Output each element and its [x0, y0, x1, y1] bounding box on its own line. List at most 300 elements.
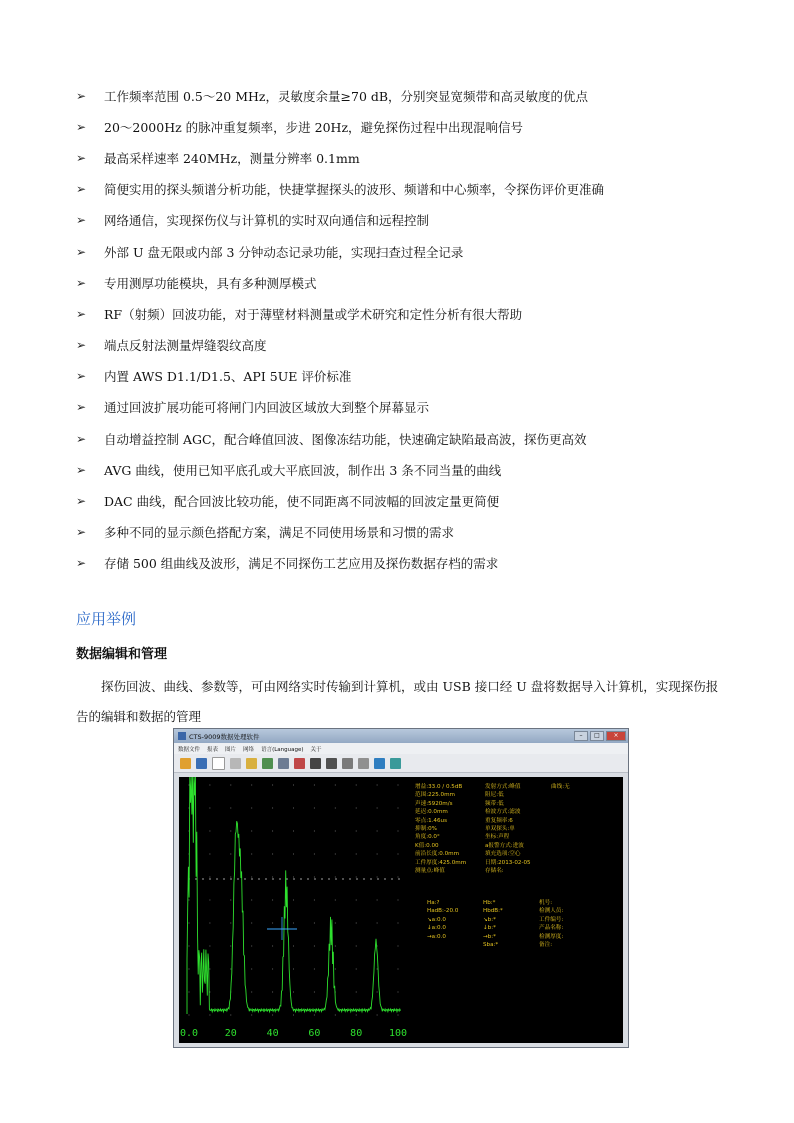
grid-dot [397, 968, 398, 969]
feature-item [76, 548, 736, 579]
window-title: CTS-9009数据处理软件 [189, 732, 260, 741]
grid-dot [377, 922, 378, 923]
toolbar [174, 754, 628, 773]
param-row [427, 907, 617, 915]
maximize-icon[interactable]: □ [590, 731, 604, 741]
menu-item[interactable]: 数据文件 [178, 746, 201, 753]
param-cell [551, 867, 611, 875]
param-cell: 抑制:0% [415, 826, 437, 833]
arrow-bullet-icon: ➢ [76, 431, 87, 446]
grid-dot [356, 784, 357, 785]
param-cell [551, 817, 611, 825]
param-cell: 频带:低 [485, 800, 504, 807]
param-cell: 发射方式:峰值 [485, 784, 521, 790]
grid-dot [377, 784, 378, 785]
grid-dot [335, 968, 336, 969]
grid-dot [293, 807, 294, 808]
grid-dot [314, 968, 315, 969]
feature-text: AVG 曲线，使用已知平底孔或大平底回波，制作出 3 条不同当量的曲线 [104, 462, 502, 478]
feature-text: 网络通信，实现探伤仪与计算机的实时双向通信和远程控制 [104, 213, 430, 229]
arrow-bullet-icon: ➢ [76, 119, 87, 134]
grid-dot [209, 807, 210, 808]
feature-text: 通过回波扩展功能可将闸门内回波区域放大到整个屏幕显示 [104, 400, 430, 416]
gate-dot [335, 878, 337, 880]
param-row [427, 941, 617, 949]
param-cell: 曲线:无 [551, 784, 570, 790]
arrow-bullet-icon: ➢ [76, 275, 87, 290]
param-cell: 前沿长度:0.0mm [415, 851, 460, 858]
param-cell: 范围:225.0mm [415, 792, 455, 799]
feature-text: 20～2000Hz 的脉冲重复频率，步进 20Hz，避免探伤过程中出现混响信号 [104, 119, 524, 135]
grid-dot [335, 876, 336, 877]
gate-dot [328, 878, 330, 880]
param-cell: 声速:5920m/s [415, 800, 453, 807]
grid-dot [377, 807, 378, 808]
arrow-bullet-icon: ➢ [76, 462, 87, 477]
grid-dot [293, 945, 294, 946]
grid-dot [230, 899, 231, 900]
new-icon[interactable] [212, 757, 225, 770]
window-titlebar [174, 729, 628, 743]
grid-dot [377, 968, 378, 969]
param-cell: HadB:-20.0 [427, 908, 459, 915]
param-cell: ↓a:0.0 [427, 925, 446, 932]
gate-dot [342, 878, 344, 880]
param-cell: ↘a:0.0 [427, 916, 446, 923]
grid-dot [356, 830, 357, 831]
grid-dot [209, 830, 210, 831]
param-row [415, 842, 621, 850]
grid-dot [272, 807, 273, 808]
grid-dot [314, 807, 315, 808]
grid-dot [356, 876, 357, 877]
gate-dot [272, 878, 274, 880]
param-row [415, 791, 621, 799]
feature-text: 内置 AWS D1.1/D1.5、API 5UE 评价标准 [104, 369, 352, 385]
param-row [427, 899, 617, 907]
grid-dot [188, 899, 189, 900]
arrow-bullet-icon: ➢ [76, 244, 87, 259]
grid-dot [397, 853, 398, 854]
feature-item [76, 454, 736, 485]
feature-item [76, 485, 736, 516]
grid-dot [314, 945, 315, 946]
grid-dot [356, 922, 357, 923]
param-cell: 日期:2013-02-05 [485, 859, 531, 866]
param-row [415, 833, 621, 841]
feature-item [76, 236, 736, 267]
gate-dot [258, 878, 260, 880]
grid-dot [335, 830, 336, 831]
grid-dot [397, 945, 398, 946]
spectrum-icon[interactable] [326, 758, 337, 769]
feature-item [76, 267, 736, 298]
grid-dot [230, 853, 231, 854]
grid-dot [230, 830, 231, 831]
grid-dot [377, 830, 378, 831]
menu-item[interactable]: 语言(Language) [261, 746, 304, 753]
grid-dot [251, 830, 252, 831]
gate-dot [265, 878, 267, 880]
param-cell: 检测人员: [539, 908, 564, 915]
echo-trace [187, 777, 401, 1014]
grid-dot [230, 968, 231, 969]
grid-dot [293, 853, 294, 854]
param-cell: →b:* [483, 933, 496, 940]
param-row [415, 817, 621, 825]
feature-text: DAC 曲线，配合回波比较功能，使不同距离不同波幅的回波定量更简便 [104, 494, 500, 510]
param-cell: 坐标:声程 [485, 834, 510, 841]
grid-dot [314, 784, 315, 785]
x-tick-label: 0.0 [179, 1028, 199, 1039]
grid-dot [251, 807, 252, 808]
param-row [427, 924, 617, 932]
feature-item [76, 174, 736, 205]
grid-dot [377, 991, 378, 992]
gate-dot [384, 878, 386, 880]
param-cell [551, 859, 611, 867]
gate-dot [356, 878, 358, 880]
gate-dot [286, 878, 288, 880]
param-cell: 增益:33.0 / 0.5dB [415, 784, 463, 790]
grid-dot [251, 1014, 252, 1015]
menu-item[interactable]: 关于 [310, 746, 322, 753]
open-icon[interactable] [180, 758, 191, 769]
param-row [415, 867, 621, 875]
arrow-bullet-icon: ➢ [76, 556, 87, 571]
feature-item [76, 80, 736, 111]
grid-dot [272, 991, 273, 992]
feature-item [76, 298, 736, 329]
menu-bar [174, 743, 628, 754]
grid-dot [397, 922, 398, 923]
grid-dot [335, 853, 336, 854]
software-screenshot [173, 728, 629, 1048]
param-cell: →a:0.0 [427, 933, 446, 940]
cut-icon[interactable] [230, 758, 241, 769]
grid-dot [251, 945, 252, 946]
grid-dot [314, 922, 315, 923]
param-cell: 重复频率:6 [485, 817, 513, 824]
grid-dot [397, 784, 398, 785]
grid-dot [272, 830, 273, 831]
grid-dot [251, 899, 252, 900]
gate-dot [279, 878, 281, 880]
grid-dot [356, 968, 357, 969]
grid-dot [251, 922, 252, 923]
grid-dot [335, 945, 336, 946]
grid-dot [188, 922, 189, 923]
grid-dot [272, 899, 273, 900]
param-cell [427, 941, 483, 949]
param-cell: 备注: [539, 942, 553, 949]
grid-dot [335, 899, 336, 900]
echo-waveform [179, 777, 409, 1043]
grid-dot [293, 876, 294, 877]
param-cell: 工件编号: [539, 916, 564, 923]
grid-dot [397, 899, 398, 900]
param-row [415, 808, 621, 816]
arrow-bullet-icon: ➢ [76, 88, 87, 103]
app-icon [178, 732, 186, 740]
grid-dot [377, 1014, 378, 1015]
feature-text: 专用测厚功能模块，具有多种测厚模式 [104, 275, 317, 291]
grid-dot [397, 1014, 398, 1015]
section-title: 应用举例 [76, 610, 137, 628]
grid-dot [293, 922, 294, 923]
grid-dot [293, 968, 294, 969]
grid-dot [335, 784, 336, 785]
param-cell: 零点:1.46us [415, 817, 447, 824]
grid-dot [230, 784, 231, 785]
gate-dot [223, 878, 225, 880]
menu-item[interactable]: 图片 [225, 746, 237, 753]
export-icon[interactable] [294, 758, 305, 769]
gate-dot [209, 878, 211, 880]
gate-dot [398, 878, 400, 880]
grid-dot [356, 945, 357, 946]
feature-item [76, 205, 736, 236]
param-cell: a报警方式:进波 [485, 842, 524, 849]
grid-dot [377, 853, 378, 854]
grid-dot [397, 807, 398, 808]
param-row [415, 850, 621, 858]
grid-dot [293, 991, 294, 992]
waveform-icon[interactable] [310, 758, 321, 769]
save-icon[interactable] [196, 758, 207, 769]
arrow-bullet-icon: ➢ [76, 150, 87, 165]
param-cell: 工件厚度:425.0mm [415, 859, 467, 866]
param-row [427, 933, 617, 941]
feature-text: 端点反射法测量焊缝裂纹高度 [104, 338, 267, 354]
grid-dot [188, 991, 189, 992]
grid-dot [272, 784, 273, 785]
minimize-icon[interactable]: – [574, 731, 588, 741]
grid-dot [377, 876, 378, 877]
grid-dot [356, 853, 357, 854]
grid-dot [377, 899, 378, 900]
param-cell: ↘b:* [483, 916, 496, 923]
grid-dot [293, 899, 294, 900]
feature-list [76, 80, 736, 579]
x-tick-label: 60 [308, 1028, 321, 1039]
param-cell: Ha:? [427, 900, 440, 906]
grid-dot [272, 945, 273, 946]
network-icon[interactable] [374, 758, 385, 769]
grid-dot [314, 853, 315, 854]
param-cell [551, 833, 611, 841]
param-cell: Hb:* [483, 900, 496, 906]
gate-dot [237, 878, 239, 880]
grid-dot [251, 784, 252, 785]
instrument-screen [179, 777, 623, 1043]
grid-dot [209, 1014, 210, 1015]
gate-dot [202, 878, 204, 880]
grid-dot [335, 807, 336, 808]
grid-dot [209, 945, 210, 946]
grid-dot [272, 922, 273, 923]
param-cell: 检测厚度: [539, 933, 564, 940]
grid-dot [293, 830, 294, 831]
sub-title: 数据编辑和管理 [76, 647, 168, 662]
grid-dot [272, 1014, 273, 1015]
feature-text: 多种不同的显示颜色搭配方案，满足不同使用场景和习惯的需求 [104, 525, 455, 541]
close-icon[interactable]: × [606, 731, 626, 741]
gate-dot [349, 878, 351, 880]
gate-dot [195, 878, 197, 880]
menu-item[interactable]: 网络 [243, 746, 255, 753]
grid-dot [293, 1014, 294, 1015]
param-cell: 填充选项:空心 [485, 851, 521, 858]
gate-dot [293, 878, 295, 880]
param-row [427, 916, 617, 924]
feature-text: RF（射频）回波功能，对于薄壁材料测量或学术研究和定性分析有很大帮助 [104, 306, 523, 322]
arrow-bullet-icon: ➢ [76, 494, 87, 509]
param-cell: HbdB:* [483, 908, 503, 915]
param-cell: 单双探头:单 [485, 826, 515, 833]
feature-text: 存储 500 组曲线及波形，满足不同探伤工艺应用及探伤数据存档的需求 [104, 556, 499, 572]
stairs-icon[interactable] [342, 758, 353, 769]
grid-dot [230, 807, 231, 808]
param-cell: 阻尼:低 [485, 792, 504, 799]
grid-dot [293, 784, 294, 785]
folder-icon[interactable] [246, 758, 257, 769]
param-cell: 测量点:峰值 [415, 868, 445, 875]
param-row [415, 783, 621, 791]
grid-dot [314, 876, 315, 877]
gate-dot [391, 878, 393, 880]
param-cell [551, 808, 611, 816]
arrow-bullet-icon: ➢ [76, 306, 87, 321]
feature-text: 最高采样速率 240MHz，测量分辨率 0.1mm [104, 150, 360, 166]
grid-dot [272, 876, 273, 877]
feature-item [76, 423, 736, 454]
gate-dot [370, 878, 372, 880]
arrow-bullet-icon: ➢ [76, 400, 87, 415]
grid-dot [209, 853, 210, 854]
grid-dot [356, 899, 357, 900]
gate-dot [300, 878, 302, 880]
grid-dot [314, 899, 315, 900]
gate-dot [244, 878, 246, 880]
paragraph: 探伤回波、曲线、参数等，可由网络实时传输到计算机，或由 USB 接口经 U 盘将数据导入计算机，实现探伤报告的编辑和数据的管理 [76, 679, 719, 724]
chart-icon[interactable] [262, 758, 273, 769]
feature-item [76, 142, 736, 173]
feature-text: 工作频率范围 0.5～20 MHz，灵敏度余量≥70 dB，分别突显宽频带和高灵敏度的优点 [104, 88, 589, 104]
grid-dot [272, 968, 273, 969]
grid-dot [251, 876, 252, 877]
grid-dot [314, 830, 315, 831]
menu-item[interactable]: 报表 [207, 746, 219, 753]
arrow-bullet-icon: ➢ [76, 525, 87, 540]
gate-dot [307, 878, 309, 880]
gate-dot [251, 878, 253, 880]
grid-dot [272, 853, 273, 854]
x-tick-label: 80 [350, 1028, 363, 1039]
grid-dot [335, 922, 336, 923]
gate-dot [230, 878, 232, 880]
grid-dot [356, 991, 357, 992]
grid-dot [230, 876, 231, 877]
grid-dot [251, 853, 252, 854]
gate-dot [321, 878, 323, 880]
param-cell: 延迟:0.0mm [415, 809, 448, 816]
gate-dot [314, 878, 316, 880]
feature-item [76, 517, 736, 548]
print-icon[interactable] [278, 758, 289, 769]
grid-dot [209, 968, 210, 969]
language-icon[interactable] [390, 758, 401, 769]
feature-item [76, 330, 736, 361]
feature-item [76, 361, 736, 392]
grid-dot [335, 1014, 336, 1015]
gate-dot [216, 878, 218, 880]
grid-dot [251, 991, 252, 992]
x-tick-label: 40 [266, 1028, 279, 1039]
param-row [415, 800, 621, 808]
param-cell: 角度:0.0° [415, 834, 440, 841]
grid-dot [230, 1014, 231, 1015]
param-cell: 机号: [539, 900, 553, 906]
feature-item [76, 392, 736, 423]
arrow-bullet-icon: ➢ [76, 369, 87, 384]
param-row [415, 859, 621, 867]
grid-dot [188, 1014, 189, 1015]
grid-dot [230, 945, 231, 946]
grid-dot [356, 1014, 357, 1015]
feature-item [76, 111, 736, 142]
x-tick-label: 100 [388, 1028, 408, 1039]
param-cell: K值:0.00 [415, 842, 439, 849]
feature-text: 简便实用的探头频谱分析功能，快捷掌握探头的波形、频谱和中心频率，令探伤评价更准确 [104, 182, 605, 198]
gate-dot [363, 878, 365, 880]
grid-dot [209, 876, 210, 877]
grid-dot [314, 1014, 315, 1015]
grid-dot [188, 968, 189, 969]
grid-dot [397, 991, 398, 992]
param-cell: 存储名: [485, 868, 504, 875]
grid-dot [397, 876, 398, 877]
grid-dot [230, 922, 231, 923]
x-tick-label: 20 [224, 1028, 237, 1039]
grid-dot [209, 899, 210, 900]
param-cell: ↓b:* [483, 925, 496, 932]
param-cell: 产品名称: [539, 925, 564, 932]
gate-dot [377, 878, 379, 880]
grid-dot [209, 922, 210, 923]
param-cell [551, 842, 611, 850]
param-cell [551, 825, 611, 833]
arrow-bullet-icon: ➢ [76, 338, 87, 353]
measurement-panel [427, 899, 617, 949]
grid-dot [251, 968, 252, 969]
param-cell [551, 850, 611, 858]
grid-dot [356, 807, 357, 808]
grid-dot [397, 830, 398, 831]
star-icon[interactable] [358, 758, 369, 769]
grid-dot [314, 991, 315, 992]
parameter-panel [415, 783, 621, 875]
param-cell [551, 791, 611, 799]
param-cell [551, 800, 611, 808]
param-cell: 检波方式:滤波 [485, 809, 521, 816]
grid-dot [188, 945, 189, 946]
feature-text: 外部 U 盘无限或内部 3 分钟动态记录功能，实现扫查过程全记录 [104, 244, 464, 260]
feature-text: 自动增益控制 AGC，配合峰值回波、图像冻结功能，快速确定缺陷最高波，探伤更高效 [104, 431, 587, 447]
param-cell: Sba:* [483, 942, 499, 949]
grid-dot [209, 784, 210, 785]
arrow-bullet-icon: ➢ [76, 182, 87, 197]
